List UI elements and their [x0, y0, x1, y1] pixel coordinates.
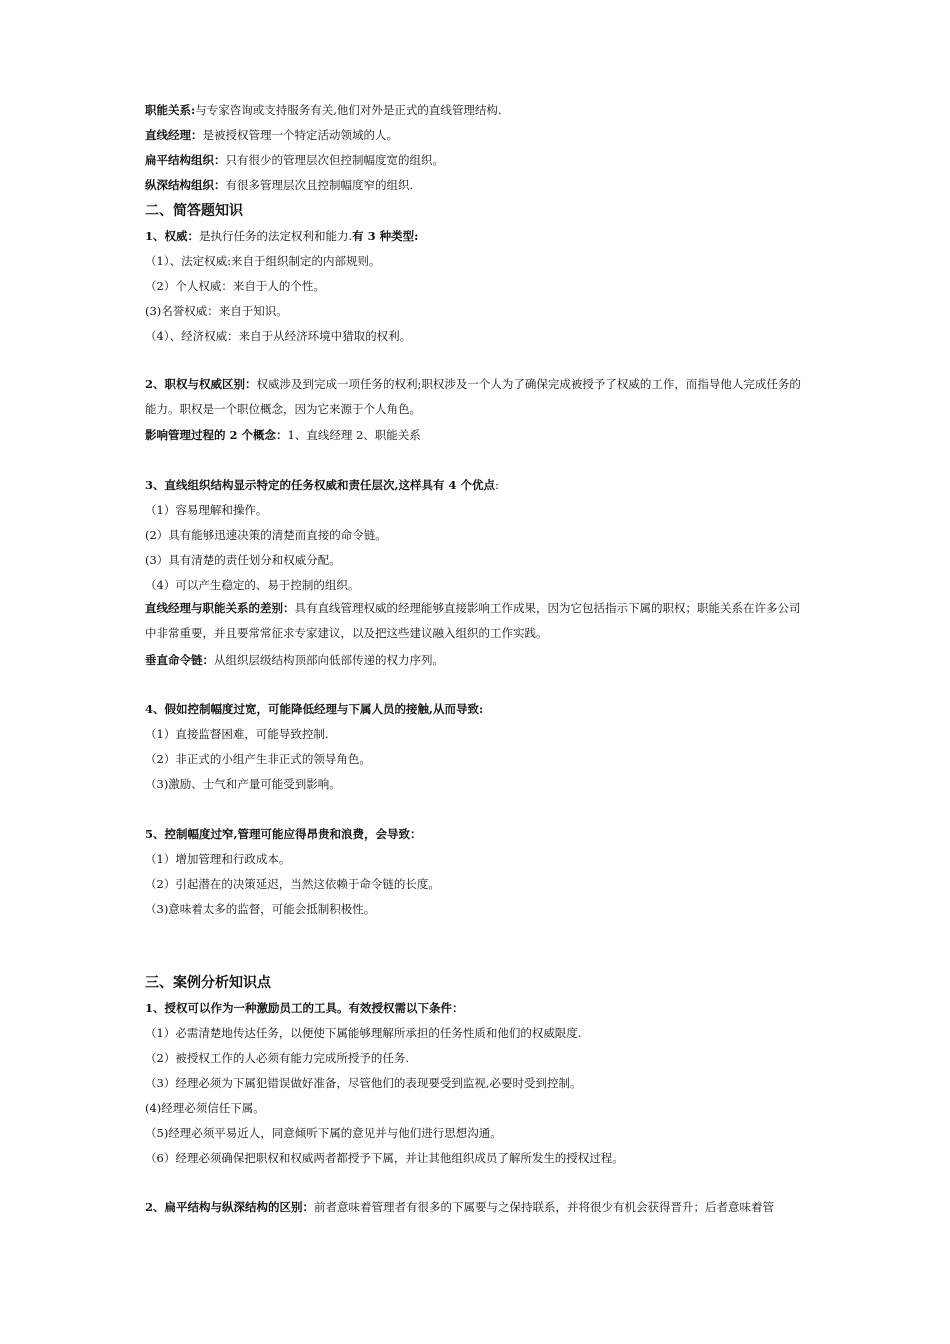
case-1-title: 1、授权可以作为一种激励员工的工具。有效授权需以下条件： [145, 1001, 464, 1015]
question-bold-tail: 有 3 种类型: [352, 229, 419, 243]
question-text: 是执行任务的法定权利和能力. [199, 229, 353, 243]
case-2-line [145, 1200, 810, 1214]
list-item: （3)意味着太多的监督，可能会抵制积极性。 [145, 902, 376, 916]
definition-text: 只有很少的管理层次但控制幅度宽的组织。 [225, 153, 444, 167]
definition-text: 与专家咨询或支持服务有关,他们对外是正式的直线管理结构. [195, 103, 502, 117]
definition-line [145, 153, 810, 167]
list-item: （2）非正式的小组产生非正式的领导角色。 [145, 752, 371, 766]
question-title-tail: : [495, 478, 499, 492]
question-title: 2、职权与权威区别： [145, 377, 257, 391]
definition-line [145, 103, 810, 117]
list-item: （4）、经济权威：来自于从经济环境中猎取的权利。 [145, 329, 412, 343]
definition-term: 直线经理： [145, 128, 203, 142]
concept-text: 1、直线经理 2、职能关系 [287, 428, 421, 442]
command-chain-text: 从组织层级结构顶部向低部传递的权力序列。 [214, 653, 444, 667]
definition-term: 扁平结构组织： [145, 153, 226, 167]
list-item: （1）容易理解和操作。 [145, 503, 268, 517]
list-item: （4）可以产生稳定的、易于控制的组织。 [145, 578, 360, 592]
list-item: （1）必需清楚地传达任务，以便使下属能够理解所承担的任务性质和他们的权威限度. [145, 1026, 582, 1040]
list-item: （2）个人权威：来自于人的个性。 [145, 279, 325, 293]
case-2-title: 2、扁平结构与纵深结构的区别： [145, 1200, 314, 1214]
list-item: （2）引起潜在的决策延迟，当然这依赖于命令链的长度。 [145, 877, 440, 891]
command-chain-line [145, 653, 810, 667]
definition-term: 纵深结构组织： [145, 178, 226, 192]
question-text: 权威涉及到完成一项任务的权利;职权涉及一个人为了确保完成被授予了权威的工作，而指导他人完成任务的能力。职权是一个职位概念，因为它来源于个人角色。 [145, 377, 801, 416]
list-item: （2）被授权工作的人必须有能力完成所授予的任务. [145, 1051, 409, 1065]
definition-line [145, 128, 810, 142]
difference-title: 直线经理与职能关系的差别： [145, 601, 295, 615]
list-item: （5)经理必须平易近人，同意倾听下属的意见并与他们进行思想沟通。 [145, 1126, 502, 1140]
definition-line [145, 178, 810, 192]
list-item: （1）增加管理和行政成本。 [145, 852, 291, 866]
command-chain-title: 垂直命令链： [145, 653, 214, 667]
question-4-title: 4、假如控制幅度过宽，可能降低经理与下属人员的接触,从而导致: [145, 702, 484, 716]
question-1-line [145, 229, 810, 243]
concept-line [145, 428, 810, 442]
definition-term: 职能关系: [145, 103, 196, 117]
list-item: （3）经理必须为下属犯错误做好准备，尽管他们的表现要受到监视,必要时受到控制。 [145, 1076, 582, 1090]
list-item: (3）具有清楚的责任划分和权威分配。 [145, 553, 341, 567]
definition-text: 有很多管理层次且控制幅度窄的组织. [225, 178, 414, 192]
list-item: (4)经理必须信任下属。 [145, 1101, 265, 1115]
list-item: （1）、法定权威:来自于组织制定的内部规则。 [145, 254, 381, 268]
question-2-paragraph [145, 372, 810, 422]
list-item: (2）具有能够迅速决策的清楚而直接的命令链。 [145, 528, 387, 542]
question-title: 1、权威： [145, 229, 200, 243]
concept-title: 影响管理过程的 2 个概念： [145, 428, 288, 442]
list-item: （1）直接监督困难，可能导致控制. [145, 727, 329, 741]
question-5-title: 5、控制幅度过窄,管理可能应得昂贵和浪费，会导致： [145, 827, 422, 841]
question-title: 3、直线组织结构显示特定的任务权威和责任层次,这样具有 4 个优点 [145, 478, 496, 492]
list-item: (3)名誉权威：来自于知识。 [145, 304, 288, 318]
section-heading: 三、案例分析知识点 [145, 975, 271, 991]
list-item: （6）经理必须确保把职权和权威两者都授予下属，并让其他组织成员了解所发生的授权过程。 [145, 1151, 624, 1165]
list-item: （3)激励、士气和产量可能受到影响。 [145, 777, 341, 791]
case-2-text: 前者意味着管理者有很多的下属要与之保持联系，并将很少有机会获得晋升；后者意味着管 [314, 1200, 774, 1214]
section-heading: 二、简答题知识 [145, 203, 243, 219]
difference-paragraph [145, 596, 810, 646]
question-3-line [145, 478, 810, 492]
definition-text: 是被授权管理一个特定活动领域的人。 [202, 128, 398, 142]
difference-text: 具有直线管理权威的经理能够直接影响工作成果，因为它包括指示下属的职权；职能关系在许多公司中非常重要，并且要常常征求专家建议，以及把这些建议融入组织的工作实践。 [145, 601, 801, 640]
